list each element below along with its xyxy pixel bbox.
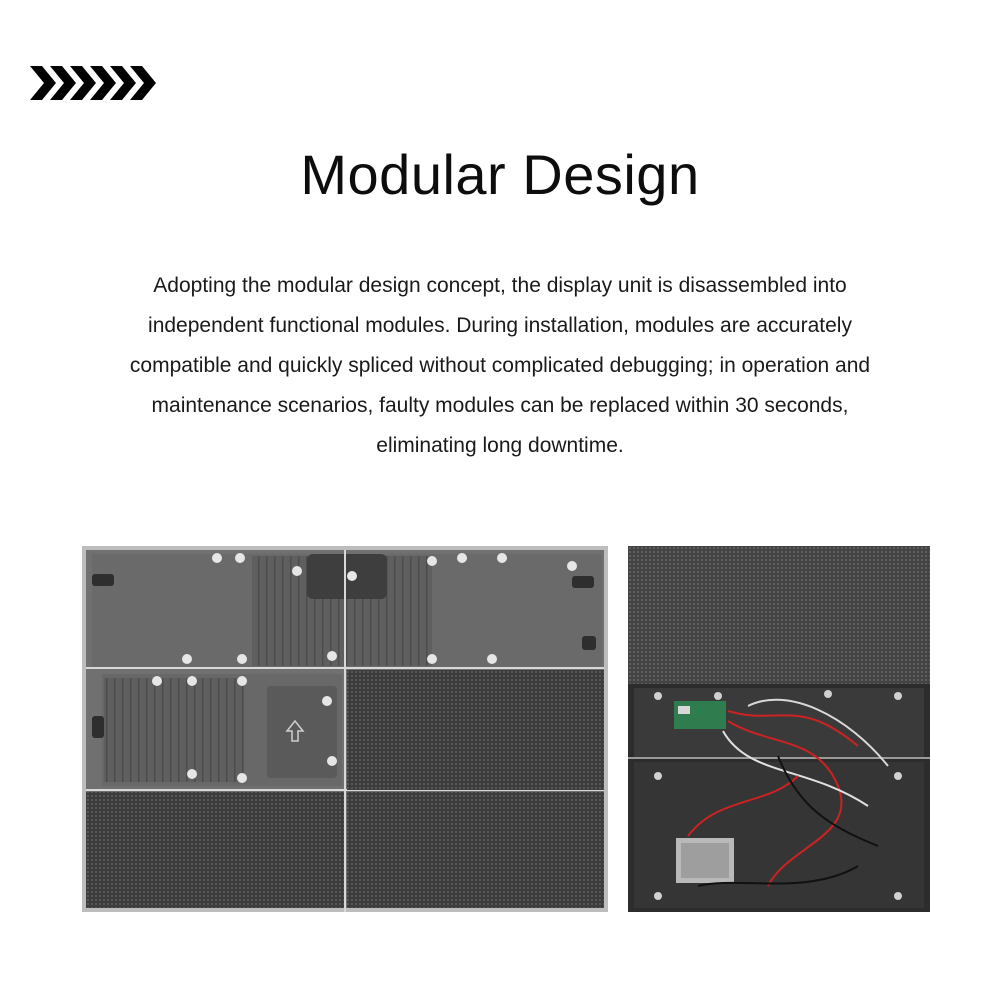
description-line: maintenance scenarios, faulty modules can be replaced within 30 seconds, xyxy=(151,394,849,417)
description-paragraph xyxy=(90,266,910,466)
chevrons-right-icon xyxy=(30,66,160,100)
description-line: independent functional modules. During installation, modules are accurately xyxy=(148,314,852,337)
page-title: Modular Design xyxy=(300,143,700,206)
cabinet-modules-photo xyxy=(82,546,608,912)
description-line: eliminating long downtime. xyxy=(376,434,624,457)
description-line: Adopting the modular design concept, the display unit is disassembled into xyxy=(153,274,847,297)
cabinet-wiring-photo xyxy=(628,546,930,912)
description-line: compatible and quickly spliced without complicated debugging; in operation and xyxy=(129,354,871,377)
